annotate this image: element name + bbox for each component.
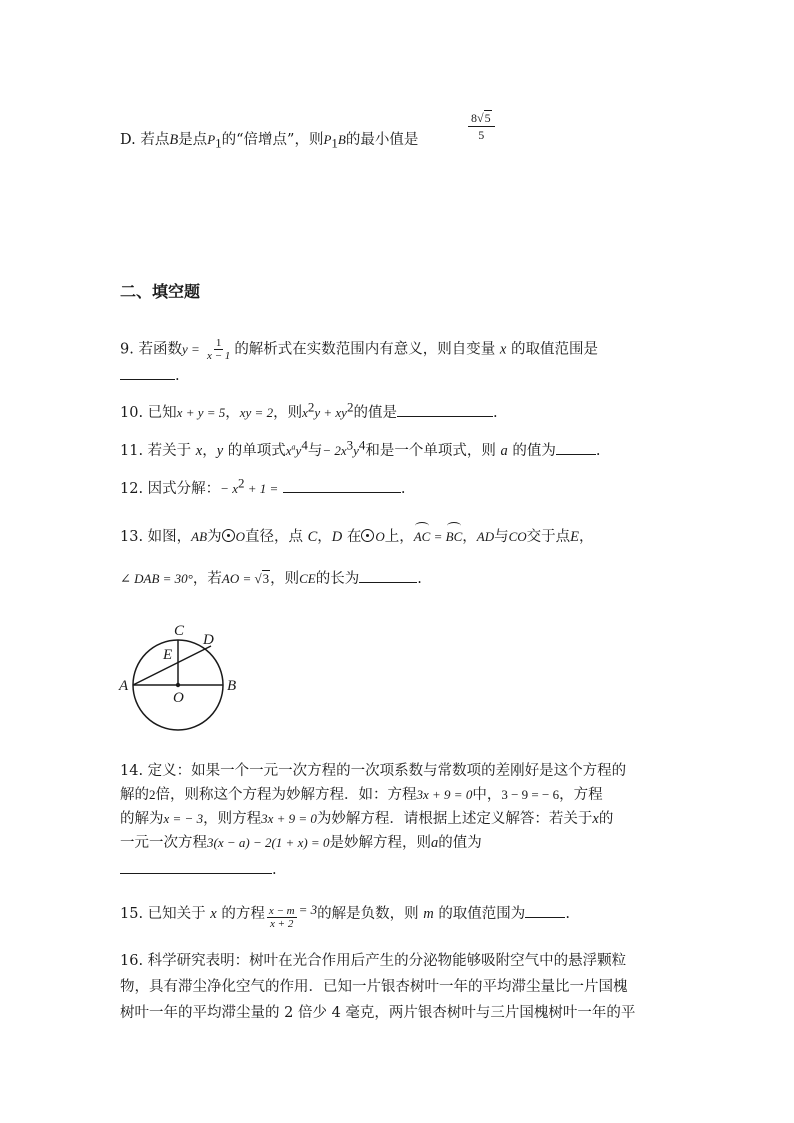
question-10: 10. 已知x + y = 5，xy = 2，则$x^2y + xy^2$的值是 .	[120, 399, 498, 421]
question-16-line3: 树叶一年的平均滞尘量的 2 倍少 4 毫克，两片银杏树叶与三片国槐树叶一年的平	[120, 1005, 636, 1021]
answer-blank[interactable]	[283, 478, 401, 493]
answer-blank[interactable]	[556, 440, 596, 455]
math-var: x	[210, 906, 217, 922]
question-number: 16.	[120, 953, 144, 969]
angle-expr: ∠ DAB = 30°	[120, 571, 193, 586]
math-expr: − $x^2 + 1$ =	[220, 475, 279, 496]
math-var: AB	[191, 529, 208, 544]
question-15: 15. 已知关于 x 的方程 $\frac{x - m}{x + 2}$ = 3的解是负数，则 m 的取值范围为 .	[120, 902, 570, 930]
label-e: E	[163, 647, 173, 663]
question-16-line2: 物，具有滞尘净化空气的作用．已知一片银杏树叶一年的平均滞尘量比一片国槐	[120, 979, 628, 995]
math-var: AD	[476, 529, 495, 544]
answer-blank[interactable]	[525, 903, 565, 918]
text: 若函数	[138, 341, 182, 358]
fraction: $\frac{1}{x - 1}$	[207, 337, 231, 362]
math-expr: $x^2y + xy^2$	[302, 399, 354, 420]
question-number: 15.	[120, 906, 144, 922]
math-var: a	[500, 443, 508, 459]
question-9	[120, 337, 598, 362]
circle-o: O	[361, 529, 384, 544]
math-var: CO	[508, 529, 527, 544]
question-number: 12.	[120, 481, 144, 497]
question-16-line1: 16. 科学研究表明：树叶在光合作用后产生的分泌物能够吸附空气中的悬浮颗粒	[120, 953, 627, 969]
text: 是点	[178, 132, 208, 148]
answer-blank[interactable]	[359, 568, 417, 583]
answer-blank[interactable]	[120, 365, 175, 380]
fraction-8sqrt5-over-5: 8√5 5	[468, 110, 495, 143]
arc-bc: BC	[446, 524, 463, 547]
math-var: E	[570, 529, 580, 545]
monomial-2: − $2x^3y^4$	[322, 437, 366, 458]
question-number: 14.	[120, 763, 144, 779]
option-d	[120, 130, 418, 150]
circle-o: O	[222, 529, 245, 544]
question-14	[120, 760, 626, 882]
monomial-1: $x^ay^4$	[285, 437, 308, 458]
label-c: C	[174, 623, 185, 639]
answer-blank[interactable]	[397, 402, 493, 417]
question-13-line2: ∠ DAB = 30°，若AO = √3，则CE的长为 .	[120, 568, 422, 589]
text: 的“倍增点”，则	[221, 132, 324, 148]
math-var: x	[195, 443, 203, 459]
math-expr: x + y = 5	[176, 405, 226, 420]
question-12: 12. 因式分解：− $x^2 + 1$ = .	[120, 475, 406, 497]
question-13: 13. 如图，AB为 O直径，点 C，D 在 O上，AC = BC，AD与CO交于点E，	[120, 524, 594, 547]
text: 若点	[140, 132, 170, 148]
question-14-line1: 14. 定义：如果一个一元一次方程的一次项系数与常数项的差刚好是这个方程的	[120, 763, 627, 779]
math-var: CE	[299, 571, 316, 586]
circle-dot-icon	[361, 529, 374, 542]
circle-dot-icon	[222, 529, 235, 542]
question-14-line3: 的解为x = − 3，则方程3x + 9 = 0为妙解方程．请根据上述定义解答：若关于x的	[120, 811, 614, 827]
math-expr: AO = √3	[221, 571, 270, 586]
text: 的取值范围是	[510, 341, 598, 358]
text: 已知	[147, 405, 177, 421]
math-expr: xy = 2	[239, 405, 274, 420]
section-title: 二、填空题	[120, 282, 201, 301]
question-9-answer: .	[120, 365, 180, 386]
fraction: $\frac{x - m}{x + 2}$	[268, 905, 295, 930]
math-var: m	[423, 906, 434, 922]
math-var: C	[307, 529, 318, 545]
label-a: A	[119, 678, 129, 694]
circle-figure	[114, 618, 254, 738]
label-b: B	[227, 678, 237, 694]
question-14-line4: 一元一次方程3(x − a) − 2(1 + x) = 0是妙解方程，则a的值为	[120, 835, 482, 851]
question-number: 9.	[120, 341, 134, 358]
math-expr: y =	[181, 341, 203, 357]
math-var: B	[169, 132, 179, 148]
math-p1b: $P_1B$	[323, 132, 346, 151]
text: 的最小值是	[345, 132, 419, 148]
question-number: 13.	[120, 529, 144, 545]
question-14-line2: 解的2倍，则称这个方程为妙解方程．如：方程3x + 9 = 0中，3 − 9 = − 6，方程	[120, 787, 603, 803]
question-11: 11. 若关于 x，y 的单项式$x^ay^4$与− $2x^3y^4$和是一个单项式，则 a 的值为 .	[120, 437, 601, 459]
question-16	[120, 948, 635, 1026]
question-number: 10.	[120, 405, 144, 421]
math-var: D	[331, 529, 343, 545]
question-14-line5: .	[120, 859, 626, 882]
math-var: y	[216, 443, 224, 459]
math-var: x	[499, 341, 507, 358]
label-o: O	[173, 690, 184, 706]
answer-blank[interactable]	[120, 859, 272, 874]
label-d: D	[203, 632, 214, 648]
text: 的解析式在实数范围内有意义，则自变量	[234, 341, 496, 358]
math-p1: $P_1$	[207, 132, 222, 151]
center-point	[176, 683, 180, 687]
arc-ac: AC	[414, 524, 431, 547]
question-number: 11.	[120, 443, 144, 459]
option-label: D.	[120, 132, 136, 148]
